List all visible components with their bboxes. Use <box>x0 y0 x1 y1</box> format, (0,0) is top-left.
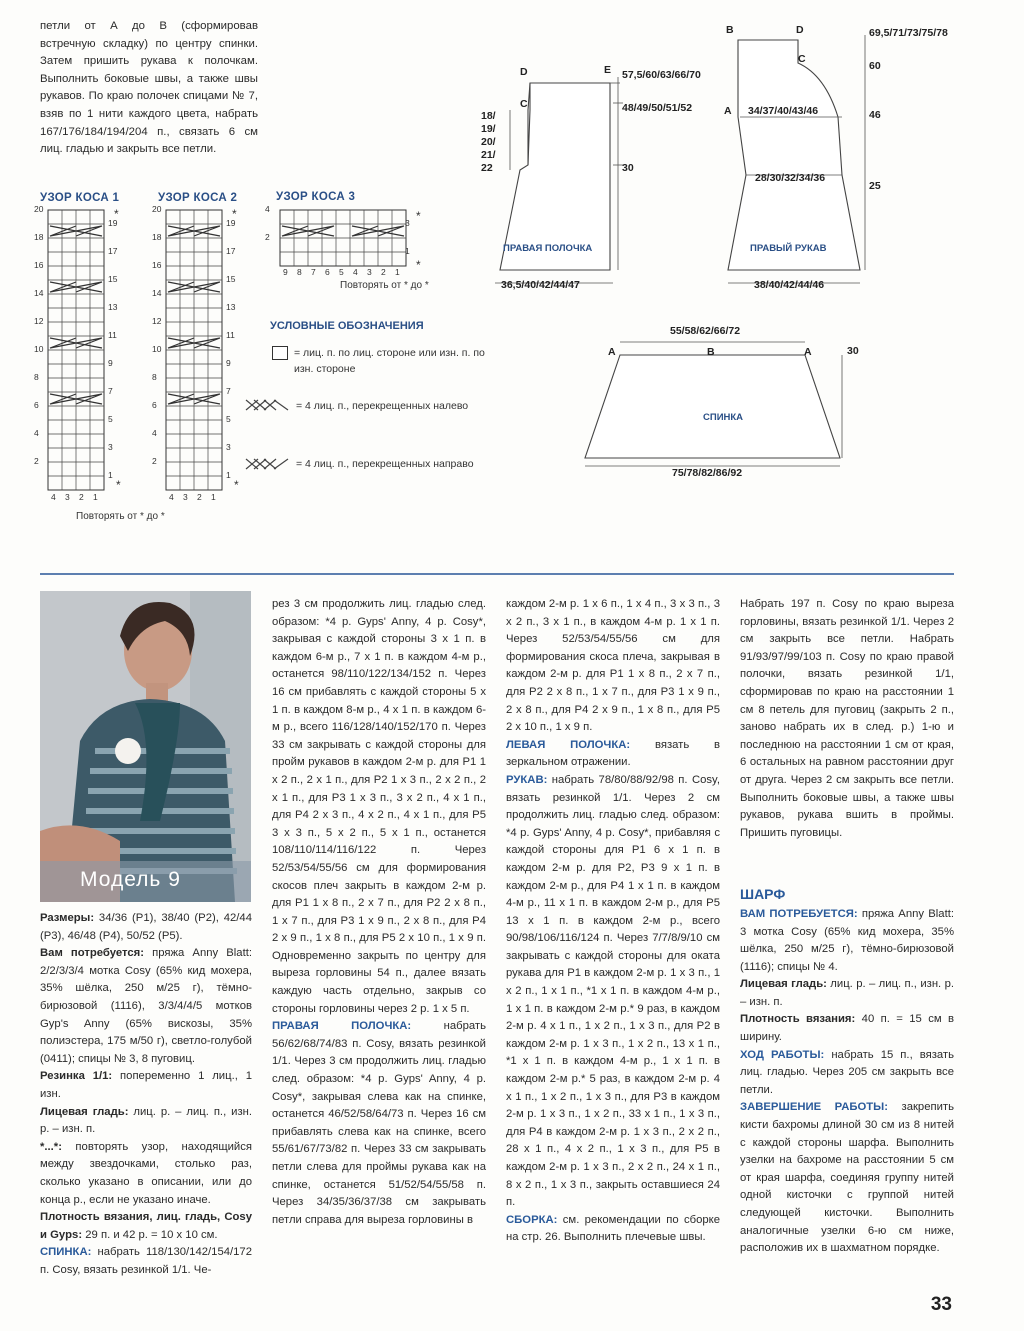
chart-col-label: 2 <box>197 492 202 502</box>
photo-caption: Модель 9 <box>80 868 181 891</box>
back-pattern-diagram <box>580 330 870 470</box>
chart-row-label: 1 <box>226 470 231 480</box>
back-point-a-left: A <box>608 346 616 358</box>
chart-col-label: 6 <box>325 267 330 277</box>
back-point-a-right: A <box>804 346 812 358</box>
chart-row-label: 12 <box>34 316 44 326</box>
intro-paragraph: петли от А до В (сформировав встречную складку) по центру спинки. Затем пришить рукава к полочкам. Выполнить боковые швы, а также швы рукавов. По краю полочек спицами № 7, взяв по 1 нити каждого цвета, набрать 167/176/184/194/204 п., связать 6 см лиц. гладью и закрыть все петли. <box>40 20 258 156</box>
front-pattern-diagram <box>470 55 730 305</box>
front-left-dims: 18/ 19/ 20/ 21/ 22 <box>481 110 496 174</box>
back-top-dim: 55/58/62/66/72 <box>670 325 741 337</box>
repeat-label-3: Повторять от * до * <box>340 280 429 291</box>
front-point-e: E <box>604 64 612 76</box>
repeat-star: * <box>416 209 421 223</box>
back-height-dim: 30 <box>847 345 859 357</box>
sleeve-point-a: A <box>724 105 732 117</box>
chart-row-label: 5 <box>108 414 113 424</box>
back-title: СПИНКА <box>703 412 744 423</box>
chart-row-label: 14 <box>152 288 162 298</box>
page-number: 33 <box>930 1294 952 1315</box>
cross-left-icon <box>244 397 292 413</box>
sleeve-point-c: C <box>798 53 806 65</box>
text-column-1: Размеры: 34/36 (Р1), 38/40 (Р2), 42/44 (Р3), 46/48 (Р4), 50/52 (Р5). Вам потребуется: пряжа Anny Blatt: 2/2/3/3/4 мотка Cosy (65% кид мохера, 35% шёлка, 250 м/25 г), тёмно-бирюзовой (1116), 3/3/4/4/5 мотков Gyp's Anny (65% вискозы, 35% полиэстера, 175 м/50 г), светло-голубой (0411); спицы № 3, 8 пуговиц. Резинка 1/1: попеременно 1 лиц., 1 изн. Лицевая гладь: лиц. р. – лиц. п., изн. р. – изн. п. *...*: повторять узор, находящийся между звездочками, столько раз, сколько указано в описании, или до конца р., если не указано иначе. Плотность вязания, лиц. гладь, Cosy и Gyps: 29 п. и 42 р. = 10 х 10 см. СПИНКА: набрать 118/130/142/154/172 п. Cosy, вязать резинкой 1/1. Че- <box>40 912 253 1276</box>
chart-col-label: 8 <box>297 267 302 277</box>
chart-row-label: 16 <box>152 260 162 270</box>
chart-row-label: 19 <box>108 218 118 228</box>
chart-row-label: 4 <box>265 204 270 214</box>
chart-row-label: 6 <box>34 400 39 410</box>
front-bottom-dim: 36,5/40/42/44/47 <box>501 279 580 291</box>
chart-row-label: 3 <box>226 442 231 452</box>
chart-row-label: 13 <box>108 302 118 312</box>
front-title: ПРАВАЯ ПОЛОЧКА <box>503 243 593 254</box>
cable-chart-3 <box>270 205 430 275</box>
chart-col-label: 5 <box>339 267 344 277</box>
chart-row-label: 4 <box>34 428 39 438</box>
sleeve-height-60: 60 <box>869 60 881 72</box>
sleeve-point-b: B <box>726 24 734 36</box>
front-top-dim: 57,5/60/63/66/70 <box>622 69 701 81</box>
chart-col-label: 3 <box>65 492 70 502</box>
chart-col-label: 1 <box>211 492 216 502</box>
chart-row-label: 11 <box>226 330 235 340</box>
chart-row-label: 4 <box>152 428 157 438</box>
chart-row-label: 18 <box>34 232 44 242</box>
cross-right-icon <box>244 456 292 472</box>
model-photo <box>40 591 251 902</box>
chart-row-label: 2 <box>152 456 157 466</box>
sleeve-point-d: D <box>796 24 804 36</box>
front-mid-dim: 48/49/50/51/52 <box>622 102 693 114</box>
chart-row-label: 3 <box>108 442 113 452</box>
chart-title-kosa2: УЗОР КОСА 2 <box>158 192 238 204</box>
chart-col-label: 4 <box>353 267 358 277</box>
chart-col-label: 1 <box>395 267 400 277</box>
chart-row-label: 10 <box>34 344 44 354</box>
sleeve-mid-width: 28/30/32/34/36 <box>755 172 826 184</box>
chart-col-label: 3 <box>367 267 372 277</box>
repeat-star: * <box>114 207 119 221</box>
chart-row-label: 2 <box>265 232 270 242</box>
repeat-star: * <box>416 258 421 272</box>
chart-row-label: 6 <box>152 400 157 410</box>
chart-row-label: 1 <box>108 470 113 480</box>
chart-row-label: 3 <box>405 218 410 228</box>
repeat-star: * <box>232 207 237 221</box>
legend-item-2: = 4 лиц. п., перекрещенных налево <box>296 400 469 412</box>
chart-col-label: 3 <box>183 492 188 502</box>
chart-col-label: 9 <box>283 267 288 277</box>
chart-col-label: 2 <box>381 267 386 277</box>
chart-row-label: 18 <box>152 232 162 242</box>
chart-row-label: 19 <box>226 218 236 228</box>
chart-row-label: 14 <box>34 288 44 298</box>
chart-row-label: 9 <box>226 358 231 368</box>
chart-row-label: 7 <box>108 386 113 396</box>
text-column-2: рез 3 см продолжить лиц. гладью след. образом: *4 р. Gyps' Anny, 4 р. Cosy*, закрывая с каждой стороны 3 х 1 п. в каждом 6-м р., 7 х 1 п. в каждом 4-м р., останется 98/110/122/134/152 п. Через 16 см прибавлять с каждой стороны 5 х 1 п. в каждом 8-м р., 4 х 1 п. в каждом 6-м р., всего 116/128/140/152/170 п. Через 33 см закрывать с каждой стороны для пройм рукавов в каждом 2-м р. для Р1 1 х 2 п., 2 х 1 п., для Р2 1 х 3 п., 2 х 2 п., 2 х 1 п., для Р3 1 х 3 п., 3 х 2 п., 4 х 1 п., для Р4 2 х 3 п., 4 х 2 п., 4 х 1 п., для Р5 3 х 3 п., 5 х 2 п., 5 х 1 п., останется 108/110/114/116/122 п. Через 52/53/54/55/56 см для формирования скосов плеч закрыть в каждом 2-м р. для Р1 1 х 8 п., 2 х 7 п., для Р2 2 х 8 п., 1 х 7 п., для Р3 1 х 9 п., 2 х 8 п., для Р4 2 х 9 п., 1 х 8 п., для Р5 2 х 10 п., 1 х 9 п. Одновременно закрыть по центру для выреза горловины 54 п., далее вязать каждую часть отдельно, закрыв со стороны горловины через 2 р. 1 х 5 п. ПРАВАЯ ПОЛОЧКА: набрать 56/62/68/74/83 п. Cosy, вязать резинкой 1/1. Через 3 см продолжить лиц. гладью след. образом: *4 р. Gyps' Anny, 4 р. Cosy*, закрывая слева как на спинке, останется 46/52/58/64/73 п. Через 16 см прибавлять слева как на спинке, всего 55/61/67/73/82 п. Через 33 см закрывать петли слева для проймы рукава как на спинке, останется 51/52/54/55/58 п. Через 34/35/36/37/38 см закрывать петли справа для выреза горловины в <box>272 598 486 1226</box>
repeat-star: * <box>116 478 121 492</box>
chart-row-label: 10 <box>152 344 162 354</box>
chart-row-label: 9 <box>108 358 113 368</box>
chart-col-label: 7 <box>311 267 316 277</box>
chart-row-label: 7 <box>226 386 231 396</box>
text-column-4: Набрать 197 п. Cosy по краю выреза горловины, вязать резинкой 1/1. Через 2 см закрыть все петли. Набрать 91/93/97/99/103 п. Cosy по краю правой полочки, вязать резинкой 1/1, сформировав по краю на расстоянии 1 см 8 петель для пуговиц (закрыть 2 п., заново набрать их в след. р.) 1-ю и последнюю на расстоянии 1 см от края, 6 остальных на равном расстоянии друг от друга. Через 2 см закрыть все петли. Выполнить боковые швы, а также швы рукавов, рукава вшить в проймы. Пришить пуговицы. ШАРФ ВАМ ПОТРЕБУЕТСЯ: пряжа Anny Blatt: 3 мотка Cosy (65% кид мохера, 35% шёлка, 250 м/25 г), тёмно-бирюзовой (1116); спицы № 4. Лицевая гладь: лиц. р. – лиц. п., изн. р. – изн. п. Плотность вязания: 40 п. = 15 см в ширину. ХОД РАБОТЫ: набрать 15 п., вязать лиц. гладью. Через 205 см закрыть все петли. ЗАВЕРШЕНИЕ РАБОТЫ: закрепить кисти бахромы длиной 30 см из 8 нитей с каждой стороны шарфа. Выполнить узелки на бахроме на расстоянии 5 см от края шарфа, соединяя группу нитей одной кисточки с группой нитей следующей кисточки. Выполнить аналогичные узелки 6-ю см ниже, расположив их в шахматном порядке. <box>740 598 955 1255</box>
front-point-d: D <box>520 66 528 78</box>
chart-row-label: 5 <box>226 414 231 424</box>
chart-row-label: 15 <box>108 274 118 284</box>
front-height-dim: 30 <box>622 162 634 174</box>
sleeve-upper-width: 34/37/40/43/46 <box>748 105 819 117</box>
chart-row-label: 2 <box>34 456 39 466</box>
chart-row-label: 1 <box>405 246 410 256</box>
section-divider <box>40 573 954 575</box>
back-point-b: B <box>707 346 715 358</box>
chart-row-label: 8 <box>34 372 39 382</box>
legend-item-1: = лиц. п. по лиц. стороне или изн. п. по изн. стороне <box>294 347 485 375</box>
repeat-star: * <box>234 478 239 492</box>
chart-row-label: 20 <box>34 204 44 214</box>
sleeve-title: ПРАВЫЙ РУКАВ <box>750 243 827 254</box>
chart-row-label: 16 <box>34 260 44 270</box>
chart-row-label: 17 <box>226 246 236 256</box>
chart-row-label: 11 <box>108 330 117 340</box>
text-column-3: каждом 2-м р. 1 х 6 п., 1 х 4 п., 3 х 3 п., 3 х 2 п., 3 х 1 п., в каждом 4-м р. 1 х 1 п. Через 52/53/54/55/56 см для формирования скоса плеча, закрывая в каждом 2-м р. для Р1 1 х 8 п., 2 х 7 п., для Р2 2 х 8 п., 1 х 7 п., для Р3 1 х 9 п., 2 х 8 п., для Р4 2 х 9 п., 1 х 8 п., для Р5 2 х 10 п., 1 х 9 п. ЛЕВАЯ ПОЛОЧКА: вязать в зеркальном отражении. РУКАВ: набрать 78/80/88/92/98 п. Cosy, вязать резинкой 1/1. Через 2 см продолжить лиц. гладью след. образом: *4 р. Gyps' Anny, 4 р. Cosy*, прибавляя с каждой стороны для Р1 6 х 1 п. в каждом 2-м р. для Р2, Р3 9 х 1 п. в каждом 2-м р., для Р4 1 х 1 п. в каждом 4-м р., 11 х 1 п. в каждом 2-м р., для Р5 13 х 1 п. в каждом 2-м р., всего 90/98/106/116/124 п. Через 7/7/8/9/10 см закрывать с каждой стороны для оката рукава для Р1 в каждом 2-м р. 1 х 3 п., 1 х 2 п., 1 х 1 п., *1 х 1 п. в каждом 4-м р., 1 х 1 п. в каждом 2-м р.* 9 раз, в каждом 2-м р. 4 х 1 п., 1 х 2 п., 1 х 3 п., для Р2 в каждом 2-м р. 1 х 3 п., 1 х 2 п., 13 х 1 п., *1 х 1 п. в каждом 4-м р., 1 х 1 п. в каждом 2-м р.* 5 раз, в каждом 2-м р. 4 х 1 п., 1 х 2 п., 1 х 3 п., для Р3 в каждом 2-м р. 1 х 3 п., 1 х 2 п., 33 х 1 п., 1 х 3 п., для Р4 в каждом 2-м р. 1 х 3 п., 2 х 2 п., 28 х 1 п., 4 х 2 п., 1 х 3 п., для Р5 в каждом 2-м р. 1 х 3 п., 2 х 2 п., 24 х 1 п., 8 х 2 п., 1 х 3 п., закрыть оставшиеся 24 п. СБОРКА: см. рекомендации по сборке на стр. 26. Выполнить плечевые швы. <box>506 598 720 1244</box>
sleeve-bottom-dim: 38/40/42/44/46 <box>754 279 825 291</box>
chart-row-label: 13 <box>226 302 236 312</box>
chart-col-label: 4 <box>169 492 174 502</box>
repeat-label-1: Повторять от * до * <box>76 511 165 522</box>
chart-col-label: 2 <box>79 492 84 502</box>
sleeve-height-25: 25 <box>869 180 881 192</box>
back-bottom-dim: 75/78/82/86/92 <box>672 467 743 479</box>
chart-col-label: 1 <box>93 492 98 502</box>
chart-row-label: 20 <box>152 204 162 214</box>
chart-col-label: 4 <box>51 492 56 502</box>
sleeve-height-46: 46 <box>869 109 881 121</box>
sleeve-height-top: 69,5/71/73/75/78 <box>869 27 948 39</box>
legend-plain-square-icon <box>272 346 288 360</box>
chart-row-label: 15 <box>226 274 236 284</box>
legend-title: УСЛОВНЫЕ ОБОЗНАЧЕНИЯ <box>270 320 424 332</box>
chart-title-kosa3: УЗОР КОСА 3 <box>276 191 356 203</box>
chart-row-label: 17 <box>108 246 118 256</box>
chart-title-kosa1: УЗОР КОСА 1 <box>40 192 120 204</box>
legend-item-3: = 4 лиц. п., перекрещенных направо <box>296 458 474 470</box>
chart-row-label: 12 <box>152 316 162 326</box>
chart-row-label: 8 <box>152 372 157 382</box>
front-point-c: C <box>520 98 528 110</box>
